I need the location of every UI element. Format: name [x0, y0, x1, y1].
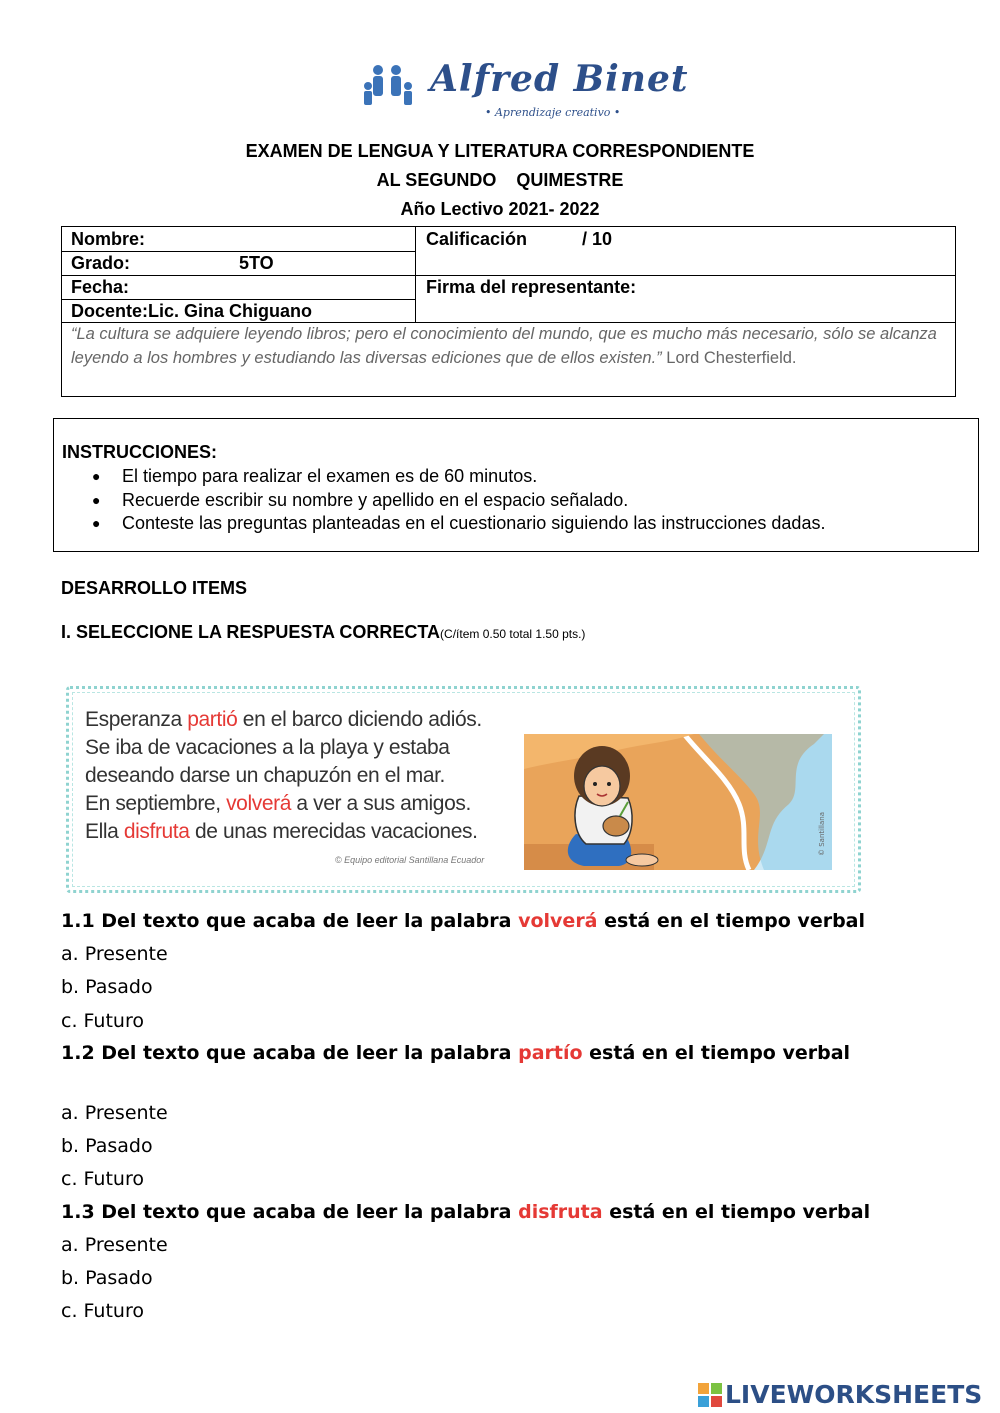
section-1-points: (C/ítem 0.50 total 1.50 pts.): [440, 627, 586, 641]
passage-line: Se iba de vacaciones a la playa y estaba: [85, 736, 450, 759]
list-item: ● El tiempo para realizar el examen es de 60 minutos.: [92, 465, 825, 489]
instructions-box: [53, 418, 979, 552]
grade-field-label: Grado:: [71, 253, 131, 273]
list-item: ● Conteste las preguntas planteadas en el cuestionario siguiendo las instrucciones dadas.: [92, 512, 825, 536]
exam-title-line-2: AL SEGUNDO QUIMESTRE: [376, 170, 624, 190]
grade-value: 5TO: [239, 253, 274, 273]
quote-author: Lord Chesterfield.: [666, 349, 797, 367]
instructions-list: [92, 465, 825, 536]
moon-family-icon: [330, 56, 430, 136]
girl-at-beach-illustration: [524, 734, 832, 870]
logo-name: Alfred Binet: [430, 58, 689, 100]
quote-text: “La cultura se adquiere leyendo libros; pero el conocimiento del mundo, que es mucho más necesario, sólo se alcanza leyendo a los hombres y estudiando las diversas ediciones que de ellos existen.”: [71, 325, 937, 367]
question-keyword: partío: [518, 1042, 583, 1064]
section-1-heading: [61, 622, 585, 643]
section-1-title: I. SELECCIONE LA RESPUESTA CORRECTA: [61, 622, 441, 642]
question-keyword: volverá: [518, 910, 598, 932]
highlight-disfruta: disfruta: [123, 820, 190, 843]
name-field-label: Nombre:: [71, 229, 146, 249]
answer-option[interactable]: c. Futuro: [61, 1300, 144, 1322]
highlight-volvera: volverá: [226, 792, 291, 815]
question-1-1: 1.1 Del texto que acaba de leer la palabra volverá está en el tiempo verbal: [61, 910, 866, 932]
grade-score-total: / 10: [582, 229, 613, 249]
passage-copyright: © Equipo editorial Santillana Ecuador: [335, 855, 485, 865]
answer-option[interactable]: c. Futuro: [61, 1010, 144, 1032]
answer-option[interactable]: a. Presente: [61, 1234, 168, 1256]
illustration-credit: © Santillana: [818, 812, 826, 856]
watermark-text: LIVEWORKSHEETS: [725, 1380, 983, 1409]
answer-option[interactable]: b. Pasado: [61, 1135, 153, 1157]
answer-option[interactable]: a. Presente: [61, 1102, 168, 1124]
grade-score-label: Calificación: [426, 229, 528, 249]
question-1-2: 1.2 Del texto que acaba de leer la palabra partío está en el tiempo verbal: [61, 1042, 851, 1064]
answer-option[interactable]: b. Pasado: [61, 1267, 153, 1289]
instructions-title: INSTRUCCIONES:: [62, 442, 218, 462]
exam-title-line-1: EXAMEN DE LENGUA Y LITERATURA CORRESPONDIENTE: [245, 141, 755, 161]
answer-option[interactable]: a. Presente: [61, 943, 168, 965]
reading-passage-box: [66, 686, 861, 893]
answer-option[interactable]: b. Pasado: [61, 976, 153, 998]
epigraph-quote: [71, 322, 941, 370]
school-year: Año Lectivo 2021- 2022: [400, 199, 600, 219]
liveworksheets-logo-icon: [697, 1382, 723, 1408]
question-keyword: disfruta: [518, 1201, 603, 1223]
reading-passage: Esperanza partió en el barco diciendo adiós. Se iba de vacaciones a la playa y estaba deseando darse un chapuzón en el mar. En septiembre, volverá a ver a sus amigos. Ella disfruta de unas merecidas vacaciones.: [85, 708, 482, 843]
passage-line: deseando darse un chapuzón en el mar.: [85, 764, 445, 787]
logo-tagline: • Aprendizaje creativo •: [485, 106, 621, 119]
date-field-label: Fecha:: [71, 277, 130, 297]
answer-option[interactable]: c. Futuro: [61, 1168, 144, 1190]
list-item: ● Recuerde escribir su nombre y apellido en el espacio señalado.: [92, 489, 825, 513]
liveworksheets-watermark: [697, 1380, 997, 1408]
student-info-table: [61, 226, 956, 397]
question-1-3: 1.3 Del texto que acaba de leer la palabra disfruta está en el tiempo verbal: [61, 1201, 871, 1223]
development-heading: DESARROLLO ITEMS: [61, 578, 248, 598]
signature-field-label: Firma del representante:: [426, 277, 637, 297]
highlight-partio: partió: [187, 708, 238, 731]
school-logo: [330, 56, 689, 136]
teacher-name: Docente:Lic. Gina Chiguano: [71, 301, 313, 321]
